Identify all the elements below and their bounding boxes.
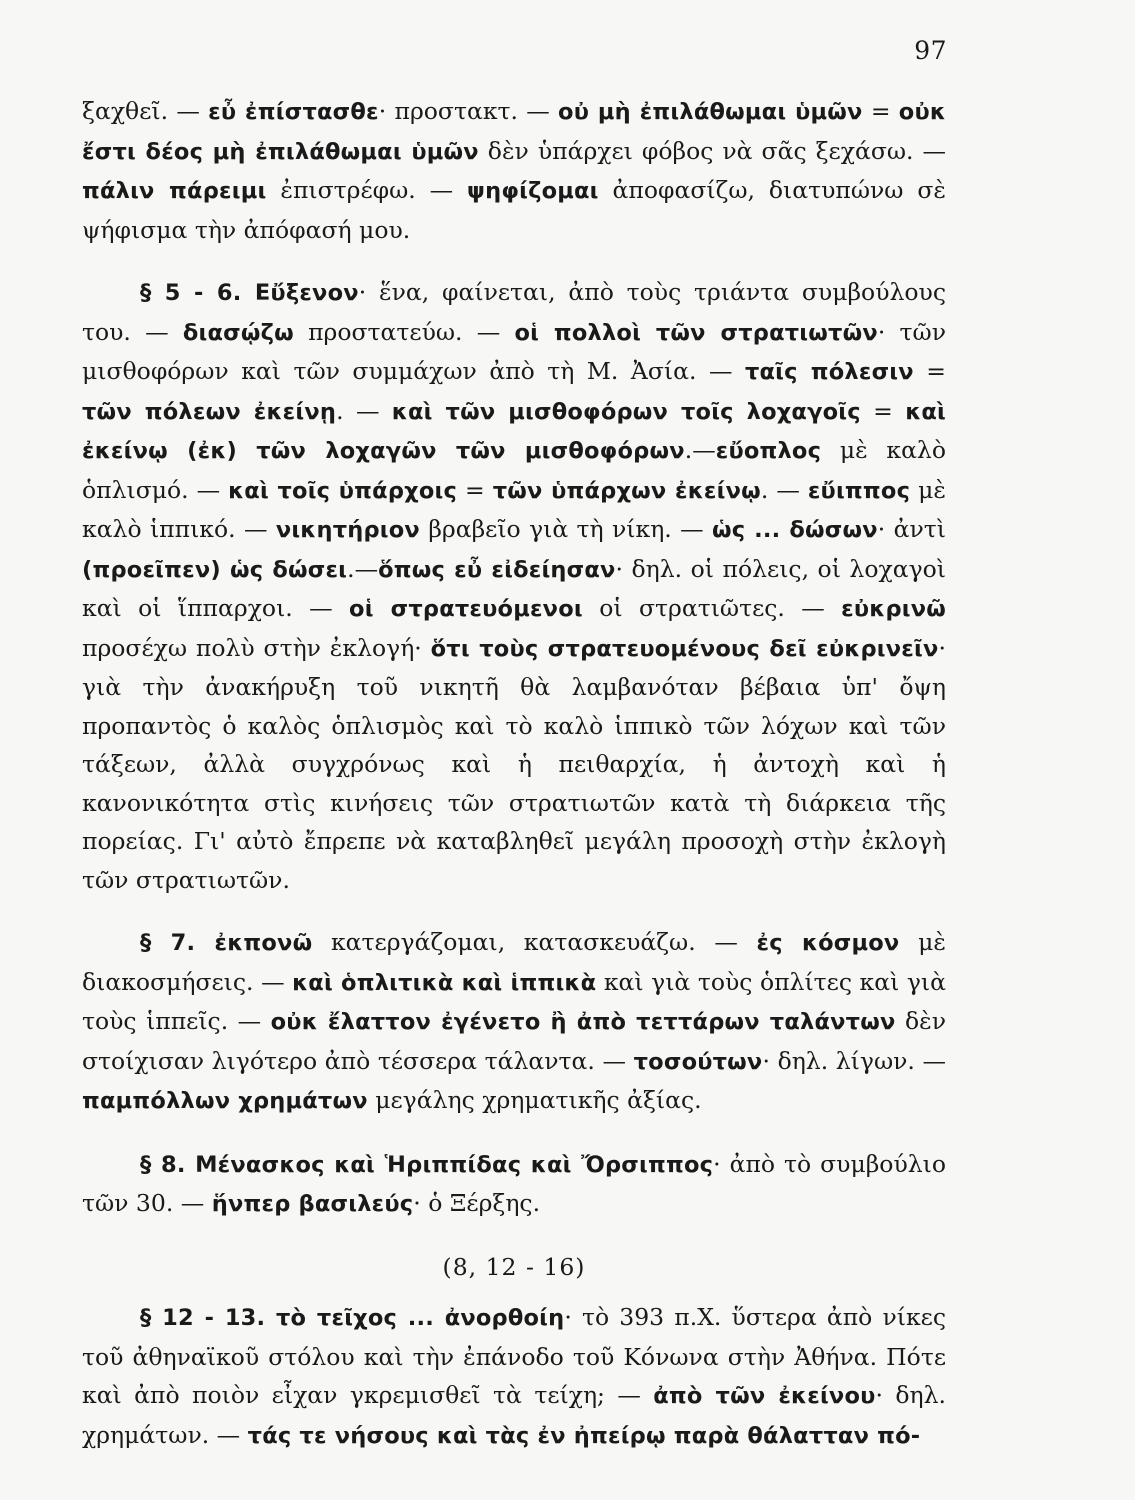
gloss-text: · τῶν μισθοφόρων καὶ τῶν συμμάχων ἀπὸ τὴ Μ. Ἀσία. — [82,317,947,385]
gloss-text: · δηλ. χρημάτων. — [82,1381,946,1449]
lemma-term: εὔοπλος [715,438,822,464]
gloss-text: · ἀντὶ [877,515,946,543]
gloss-text: .— [347,554,379,583]
paragraph-section-12-13 [82,1298,946,1455]
lemma-term: τῶν πόλεων ἐκείνῃ [82,398,337,425]
lemma-term: πάλιν πάρειμι [82,178,267,204]
lemma-term: παμπόλλων χρημάτων [82,1088,368,1114]
lemma-term: διασῴζω [182,319,294,346]
page-number: 97 [914,36,947,65]
gloss-text: · ὁ Ξέρξης. [413,1189,541,1217]
lemma-term: καὶ τῶν μισθοφόρων τοῖς λοχαγοῖς [391,398,861,425]
gloss-text: οἱ στρατιῶτες. — [582,594,842,622]
section-heading: (8, 12 - 16) [442,1252,586,1281]
gloss-text: μὲ καλὸ ἱππικό. — [82,475,946,543]
lemma-term: § 8. [140,1151,196,1178]
gloss-text: = [860,396,906,425]
lemma-term: καὶ ἐκείνῳ (ἐκ) τῶν λοχαγῶν τῶν μισθοφόρων [82,398,946,464]
gloss-text: · προστακτ. — [378,97,559,125]
page-body [82,92,946,1455]
gloss-text: μὲ διακοσμήσεις. — [82,928,946,996]
lemma-term: § 5 - 6. [140,280,255,306]
gloss-text: βραβεῖο γιὰ τὴ νίκη. — [419,515,712,543]
lemma-term: οὐκ ἔστι δέος μὴ ἐπιλάθωμαι ὑμῶν [82,99,947,165]
lemma-term: § 7. [140,930,215,956]
lemma-term: (προεῖπεν) ὡς δώσει [82,556,348,583]
lemma-term: ἐς κόσμον [756,930,900,956]
gloss-text: καὶ γιὰ τοὺς ὁπλίτες καὶ γιὰ τοὺς ἱππεῖς. — [82,967,946,1035]
lemma-term: ὅπως εὖ εἰδείησαν [378,556,616,583]
lemma-term: ἐκπονῶ [214,930,313,956]
gloss-text: δὲν ὑπάρχει φόβος νὰ σᾶς ξεχάσω. — [478,136,947,165]
gloss-text: ἀποφασίζω, διατυπώνω σὲ ψήφισμα τὴν ἀπόφασή μου. [82,176,946,244]
lemma-term: εὔιππος [807,477,911,504]
gloss-text: .— [684,436,716,464]
gloss-text: = [862,97,899,125]
lemma-term: Εὔξενον [254,280,359,306]
gloss-text: · τὸ 393 π.Χ. ὕστερα ἀπὸ νίκες τοῦ ἀθηναϊκοῦ στόλου καὶ τὴν ἐπάνοδο τοῦ Κόνωνα στὴν Ἀθήνα. Πότε καὶ ἀπὸ ποιὸν εἶχαν γκρεμισθεῖ τὰ τείχη; — [82,1303,946,1409]
gloss-text: · γιὰ τὴν ἀνακήρυξη τοῦ νικητῆ θὰ λαμβανόταν βέβαια ὑπ' ὄψη προπαντὸς ὁ καλὸς ὁπλισμὸς καὶ τὸ καλὸ ἱππικὸ τῶν λόχων καὶ τῶν τάξεων, ἀλλὰ συγχρόνως καὶ ἡ πειθαρχία, ἡ ἀντοχὴ καὶ ἡ κανονικότητα στὶς κινήσεις τῶν στρατιωτῶν κατὰ τὴ διάρκεια τῆς πορείας. Γι' αὐτὸ ἔπρεπε νὰ καταβληθεῖ μεγάλη προσοχὴ στὴν ἐκλογὴ τῶν στρατιωτῶν. [82,633,946,894]
lemma-term: τὸ τεῖχος ... ἀνορθοίη [275,1305,565,1331]
gloss-text: ξαχθεῖ. — [82,97,209,125]
lemma-term: εὖ ἐπίστασθε [208,99,379,125]
gloss-text: κατεργάζομαι, κατασκευάζω. — [312,928,757,956]
lemma-term: οὐ μὴ ἐπιλάθωμαι ὑμῶν [558,99,863,125]
paragraph-section-5-6 [82,273,946,899]
gloss-text: δὲν στοίχισαν λιγότερο ἀπὸ τέσσερα τάλαντα. — [82,1007,947,1075]
lemma-term: ὡς ... δώσων [711,517,878,543]
gloss-text: προστατεύω. — [293,317,515,346]
gloss-text: · δηλ. οἱ πόλεις, οἱ λοχαγοὶ καὶ οἱ ἵππαρχοι. — [82,554,946,622]
paragraph-section-7 [82,923,946,1121]
gloss-text: προσέχω πολὺ στὴν ἐκλογή· [82,633,431,662]
lemma-term: καὶ ὁπλιτικὰ καὶ ἱππικὰ [292,969,597,996]
gloss-text: = [457,475,493,504]
gloss-text: ἐπιστρέφω. — [266,176,468,204]
gloss-text: = [913,357,946,385]
paragraph-commentary-1 [82,92,946,249]
lemma-term: ἥνπερ βασιλεύς [211,1191,414,1217]
lemma-term: ταῖς πόλεσιν [744,359,914,385]
lemma-term: οἱ πολλοὶ τῶν στρατιωτῶν [514,319,878,346]
gloss-text: μὲ καλὸ ὁπλισμό. — [82,436,946,504]
lemma-term: καὶ τοῖς ὑπάρχοις [228,477,457,504]
lemma-term: τῶν ὑπάρχων ἐκείνῳ [492,477,761,504]
gloss-text: · ἕνα, φαίνεται, ἀπὸ τοὺς τριάντα συμβούλους του. — [82,278,946,346]
gloss-text: . — [760,475,808,504]
lemma-term: ψηφίζομαι [467,178,599,204]
gloss-text: μεγάλης χρηματικῆς ἀξίας. [367,1086,702,1114]
gloss-text: · ἀπὸ τὸ συμβούλιο τῶν 30. — [82,1149,946,1217]
lemma-term: οἱ στρατευόμενοι [349,596,583,622]
lemma-term: οὐκ ἔλαττον ἐγένετο ἢ ἀπὸ τεττάρων ταλάντων [270,1009,896,1035]
lemma-term: τάς τε νήσους καὶ τὰς ἐν ἠπείρῳ παρὰ θάλατταν πό- [247,1422,921,1449]
paragraph-section-8 [82,1145,946,1224]
lemma-term: § 12 - 13. [140,1305,276,1331]
lemma-term: εὐκρινῶ [841,596,947,622]
lemma-term: τοσούτων [633,1048,763,1075]
gloss-text: · δηλ. λίγων. — [762,1046,946,1075]
gloss-text: . — [336,396,392,425]
lemma-term: νικητήριον [275,517,420,543]
lemma-term: ἀπὸ τῶν ἐκείνου [653,1383,876,1409]
lemma-term: Μένασκος καὶ Ἡριππίδας καὶ Ὄρσιππος [195,1151,714,1178]
lemma-term: ὅτι τοὺς στρατευομένους δεῖ εὐκρινεῖν [430,635,939,662]
